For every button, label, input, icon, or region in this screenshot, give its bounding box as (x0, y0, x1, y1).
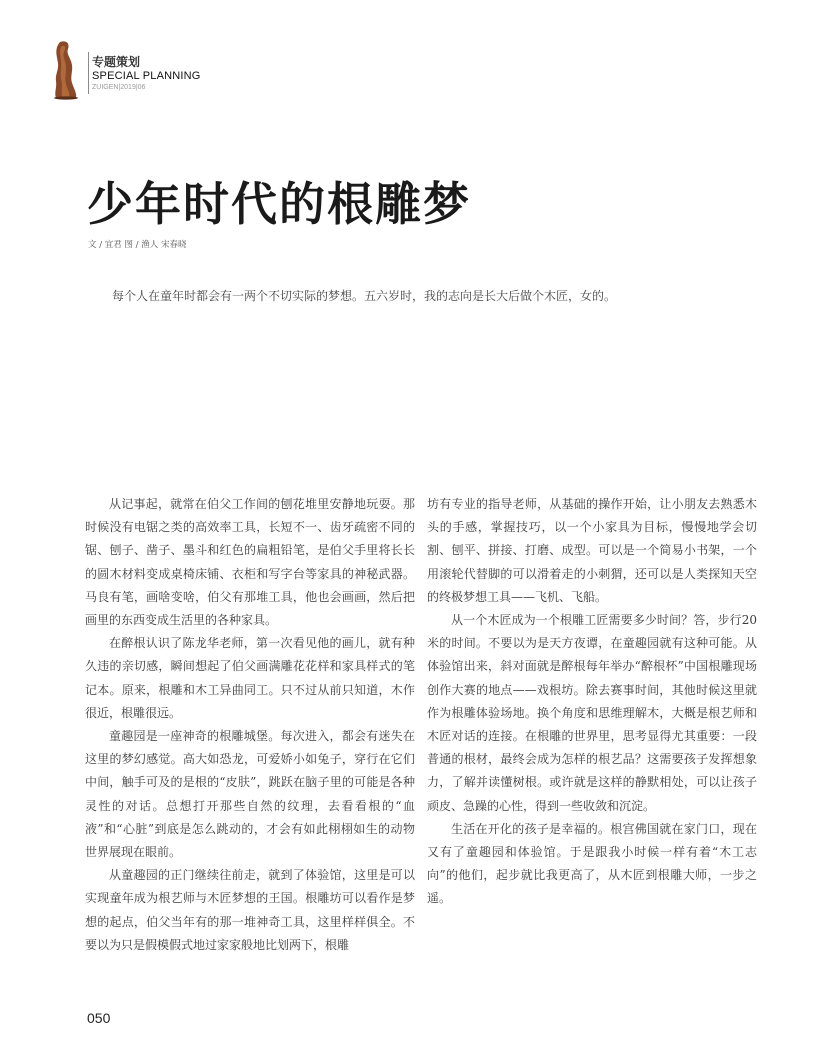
lead-paragraph: 每个人在童年时都会有一两个不切实际的梦想。五六岁时，我的志向是长大后做个木匠，女的。 (112, 289, 617, 303)
section-title-en: SPECIAL PLANNING (92, 70, 201, 82)
root-carving-logo (50, 40, 80, 100)
header-divider (88, 52, 89, 94)
article-title: 少年时代的根雕梦 (87, 177, 471, 231)
body-column-right (427, 493, 757, 911)
paragraph: 坊有专业的指导老师，从基础的操作开始，让小朋友去熟悉木头的手感，掌握技巧，以一个小家具为目标，慢慢地学会切割、刨平、拼接、打磨、成型。可以是一个简易小书架，一个用滚轮代替脚的可以滑着走的小刺猬，还可以是人类探知天空的终极梦想工具——飞机、飞船。 (427, 497, 757, 604)
paragraph: 从一个木匠成为一个根雕工匠需要多少时间？答，步行20米的时间。不要以为是天方夜谭，在童趣园就有这种可能。从体验馆出来，斜对面就是醉根每年举办“醉根杯”中国根雕现场创作大赛的地点——戏根坊。除去赛事时间，其他时候这里就作为根雕体验场地。换个角度和思维理解木，大概是根艺师和木匠对话的连接。在根雕的世界里，思考显得尤其重要：一段普通的根材，最终会成为怎样的根艺品？这需要孩子发挥想象力，了解并读懂树根。或许就是这样的静默相处，可以让孩子顽皮、急躁的心性，得到一些收敛和沉淀。 (427, 613, 757, 813)
body-column-left (85, 493, 415, 957)
paragraph: 从记事起，就常在伯父工作间的刨花堆里安静地玩耍。那时候没有电锯之类的高效率工具，长短不一、齿牙疏密不同的锯、刨子、凿子、墨斗和红色的扁粗铅笔，是伯父手里将长长的圆木材料变成桌椅床铺、衣柜和写字台等家具的神秘武器。马良有笔，画啥变啥，伯父有那堆工具，他也会画画，然后把画里的东西变成生活里的各种家具。 (85, 497, 415, 628)
paragraph: 从童趣园的正门继续往前走，就到了体验馆，这里是可以实现童年成为根艺师与木匠梦想的王国。根雕坊可以看作是梦想的起点，伯父当年有的那一堆神奇工具，这里样样俱全。不要以为只是假模假式地过家家般地比划两下，根雕 (85, 868, 415, 952)
paragraph: 童趣园是一座神奇的根雕城堡。每次进入，都会有迷失在这里的梦幻感觉。高大如恐龙，可爱娇小如兔子，穿行在它们中间，触手可及的是根的“皮肤”，跳跃在脑子里的可能是各种灵性的对话。总想打开那些自然的纹理，去看看根的“血液”和“心脏”到底是怎么跳动的，才会有如此栩栩如生的动物世界展现在眼前。 (85, 729, 415, 860)
paragraph: 在醉根认识了陈龙华老师，第一次看见他的画儿，就有种久违的亲切感，瞬间想起了伯父画满雕花花样和家具样式的笔记本。原来，根雕和木工异曲同工。只不过从前只知道，木作很近，根雕很远。 (85, 636, 415, 720)
issue-code: ZUIGEN|2019|06 (92, 84, 146, 91)
paragraph: 生活在开化的孩子是幸福的。根宫佛国就在家门口，现在又有了童趣园和体验馆。于是跟我小时候一样有着“木工志向”的他们，起步就比我更高了，从木匠到根雕大师，一步之遥。 (427, 821, 757, 906)
page-number: 050 (87, 1010, 111, 1026)
section-title-cn: 专题策划 (92, 55, 141, 69)
byline: 文 / 宜君 图 / 渔人 宋春晓 (88, 240, 187, 250)
